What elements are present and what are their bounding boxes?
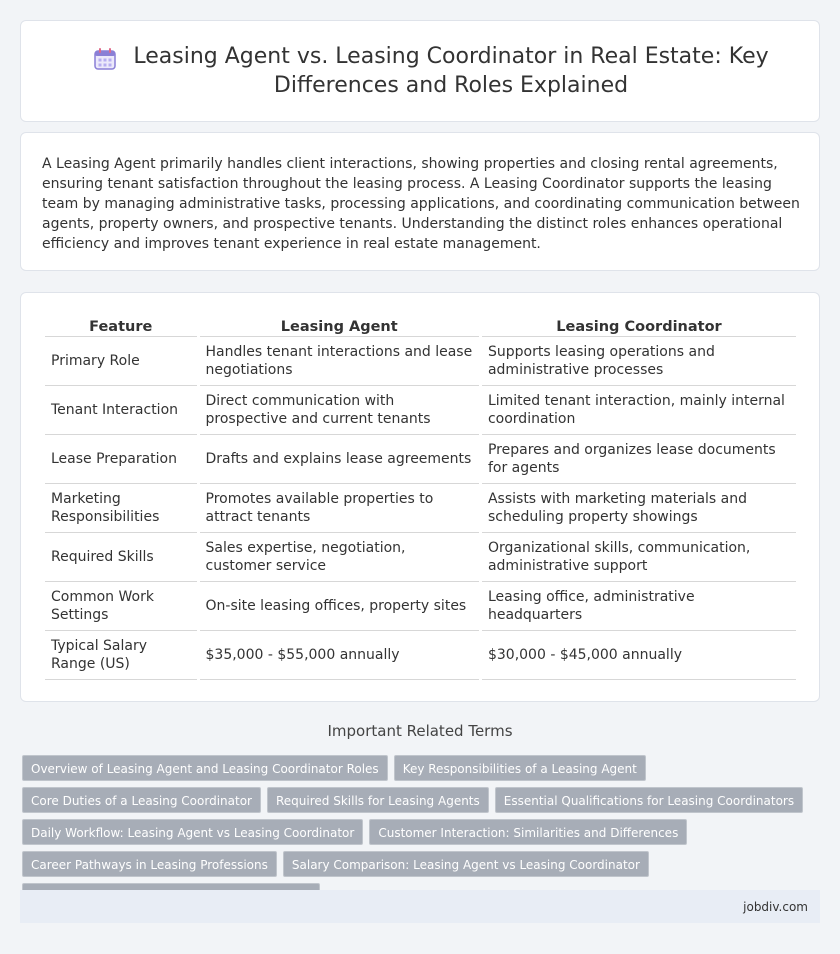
footer-site-link[interactable]: jobdiv.com: [743, 899, 808, 914]
feature-cell: Typical Salary Range (US): [45, 631, 197, 680]
feature-cell: Primary Role: [45, 337, 197, 386]
feature-cell: Tenant Interaction: [45, 386, 197, 435]
feature-cell: Common Work Settings: [45, 582, 197, 631]
related-terms-title: Important Related Terms: [327, 722, 513, 740]
agent-cell: Drafts and explains lease agreements: [200, 435, 479, 484]
page-title: Leasing Agent vs. Leasing Coordinator in Real Estate: Key Differences and Roles Explained: [133, 44, 769, 98]
related-term-link[interactable]: Customer Interaction: Similarities and Differences: [369, 819, 687, 845]
intro-paragraph: A Leasing Agent primarily handles client interactions, showing properties and closing rental agreements, ensuring tenant satisfaction throughout the leasing process. A Leasing Coordinator supports the leasing team by managing administrative tasks, processing applications, and coordinating communication between agents, property owners, and prospective tenants. Understanding the distinct roles enhances operational efficiency and improves tenant experience in real estate management.: [42, 156, 800, 252]
feature-cell: Required Skills: [45, 533, 197, 582]
table-row: [45, 386, 796, 435]
table-row: [45, 631, 796, 680]
table-row: [45, 337, 796, 386]
feature-cell: Marketing Responsibilities: [45, 484, 197, 533]
intro-card: [20, 132, 820, 271]
comparison-table: [42, 315, 799, 680]
column-header-leasing-coordinator: Leasing Coordinator: [482, 315, 796, 337]
agent-cell: $35,000 - $55,000 annually: [200, 631, 479, 680]
agent-cell: Sales expertise, negotiation, customer service: [200, 533, 479, 582]
comparison-card: [20, 292, 820, 702]
related-term-link[interactable]: Core Duties of a Leasing Coordinator: [22, 787, 261, 813]
footer: [20, 890, 820, 923]
column-header-leasing-agent: Leasing Agent: [200, 315, 479, 337]
coordinator-cell: Assists with marketing materials and scheduling property showings: [482, 484, 796, 533]
agent-cell: Handles tenant interactions and lease negotiations: [200, 337, 479, 386]
coordinator-cell: Prepares and organizes lease documents for agents: [482, 435, 796, 484]
title-card: [20, 20, 820, 122]
table-header-row: [45, 315, 796, 337]
related-term-link[interactable]: Essential Qualifications for Leasing Coordinators: [495, 787, 803, 813]
related-term-link[interactable]: Daily Workflow: Leasing Agent vs Leasing Coordinator: [22, 819, 363, 845]
feature-cell: Lease Preparation: [45, 435, 197, 484]
agent-cell: On-site leasing offices, property sites: [200, 582, 479, 631]
column-header-feature: Feature: [45, 315, 197, 337]
related-term-link[interactable]: Salary Comparison: Leasing Agent vs Leasing Coordinator: [283, 851, 649, 877]
related-term-link[interactable]: Key Responsibilities of a Leasing Agent: [394, 755, 646, 781]
agent-cell: Promotes available properties to attract tenants: [200, 484, 479, 533]
related-term-link[interactable]: Career Pathways in Leasing Professions: [22, 851, 277, 877]
table-row: [45, 484, 796, 533]
coordinator-cell: Supports leasing operations and administrative processes: [482, 337, 796, 386]
related-term-link[interactable]: Required Skills for Leasing Agents: [267, 787, 489, 813]
table-row: [45, 582, 796, 631]
agent-cell: Direct communication with prospective and current tenants: [200, 386, 479, 435]
related-term-link[interactable]: Overview of Leasing Agent and Leasing Coordinator Roles: [22, 755, 388, 781]
coordinator-cell: Organizational skills, communication, administrative support: [482, 533, 796, 582]
coordinator-cell: Leasing office, administrative headquarters: [482, 582, 796, 631]
table-row: [45, 533, 796, 582]
table-row: [45, 435, 796, 484]
coordinator-cell: Limited tenant interaction, mainly internal coordination: [482, 386, 796, 435]
related-terms-list: [22, 755, 822, 909]
coordinator-cell: $30,000 - $45,000 annually: [482, 631, 796, 680]
